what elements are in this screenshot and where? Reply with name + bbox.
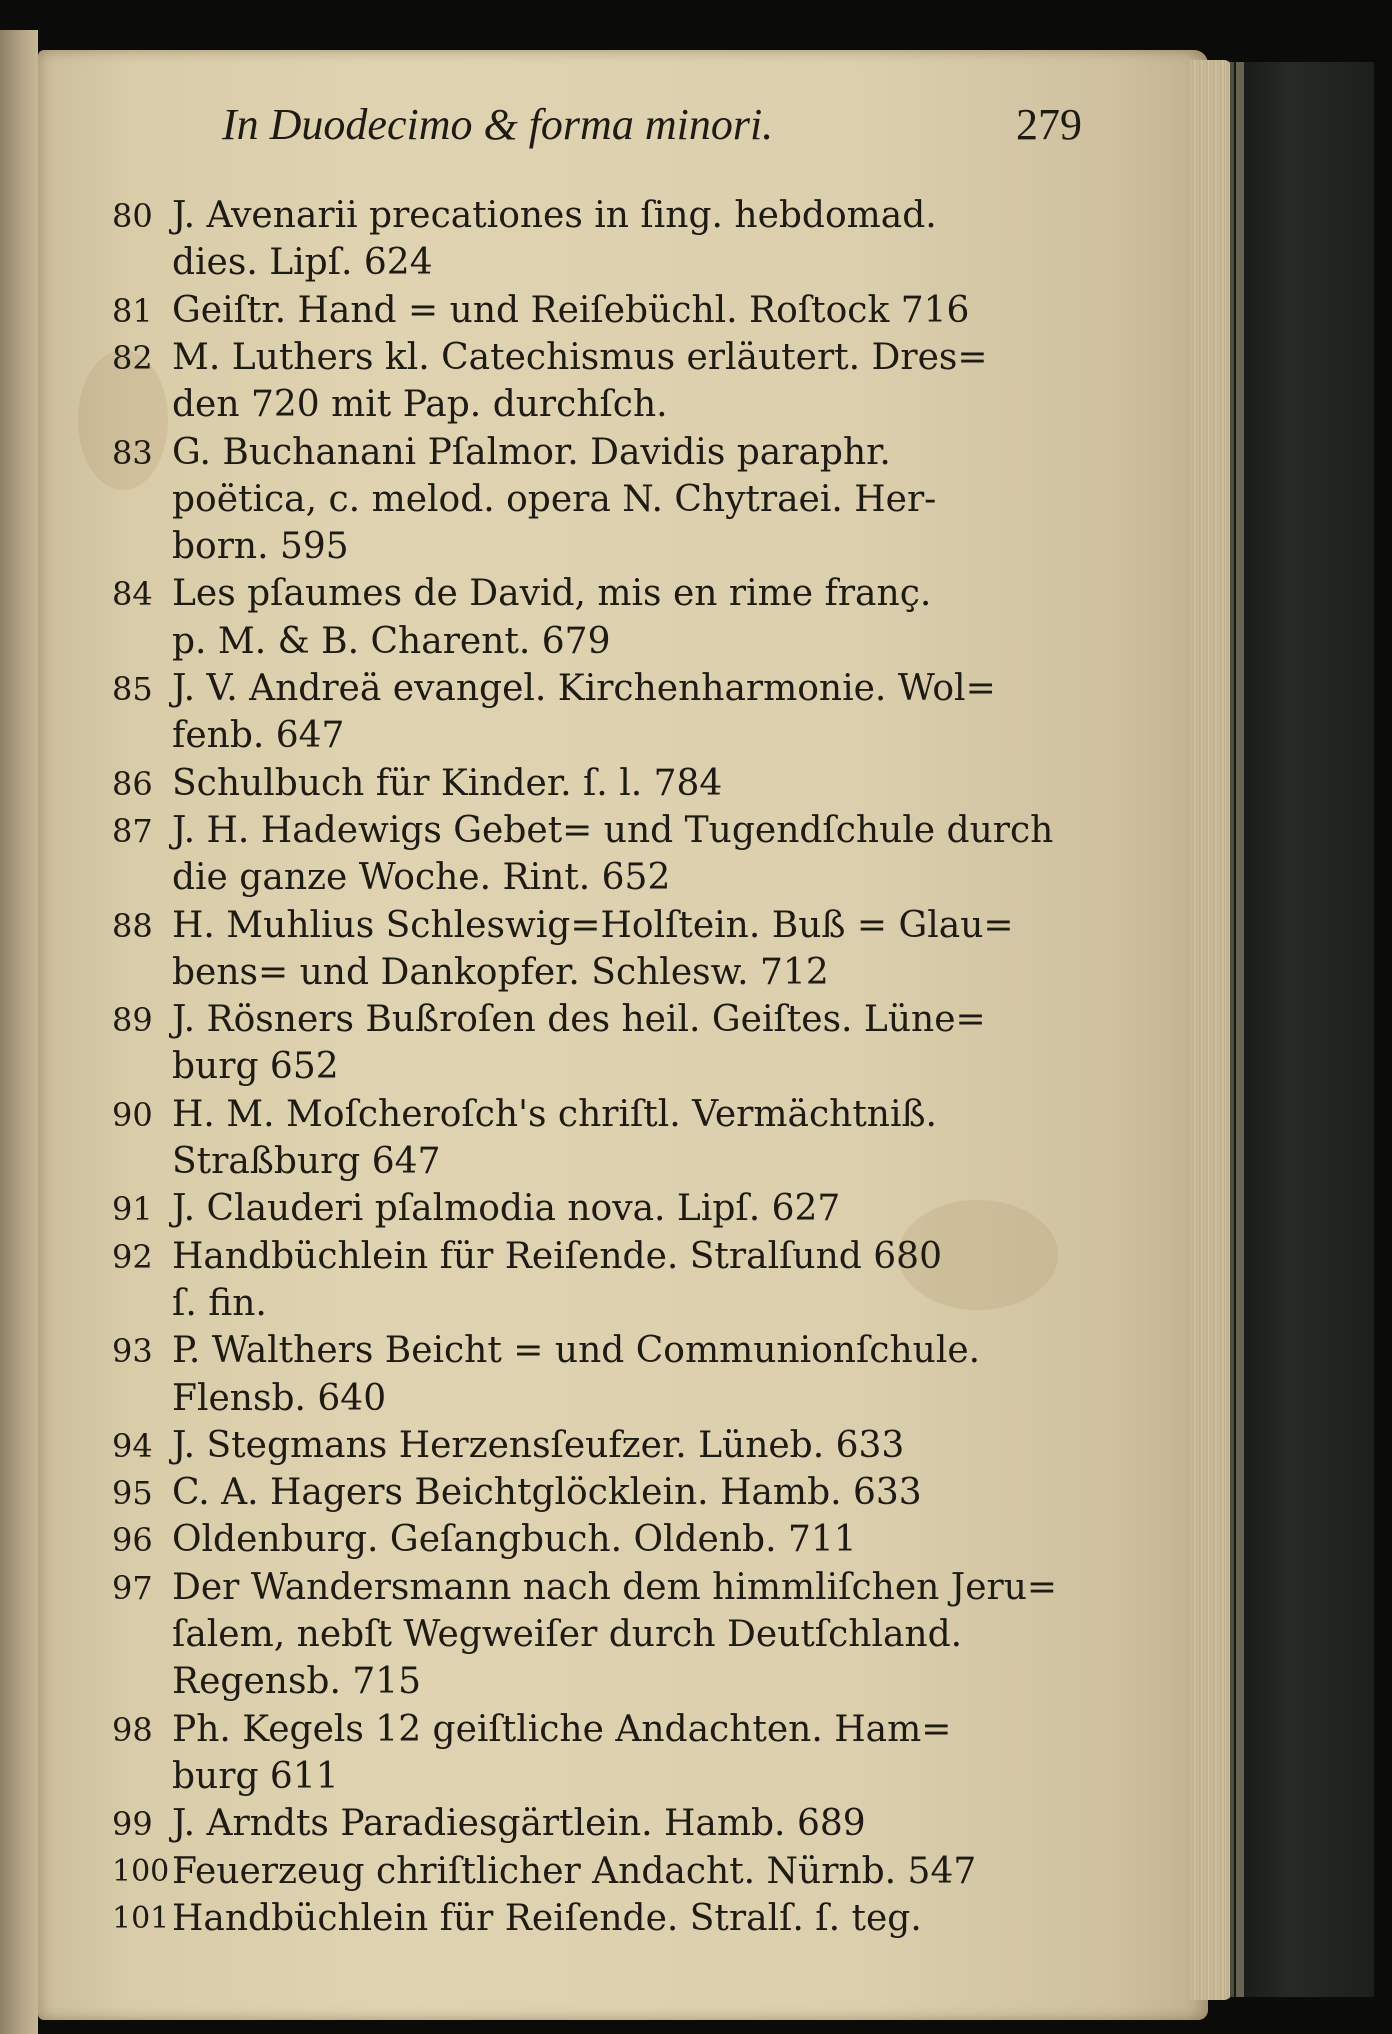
entry-number: 90	[112, 1095, 153, 1134]
entry-text: J. Rösners Bußroſen des heil. Geiſtes. Lüne=	[172, 999, 986, 1041]
entry-number: 91	[112, 1190, 153, 1229]
entry-text: Der Wandersmann nach dem himmliſchen Jeru=	[172, 1566, 1058, 1608]
previous-page-edge	[0, 30, 38, 2034]
entry-number: 82	[112, 338, 153, 377]
entry-number: 84	[112, 575, 153, 614]
entry-text: Straßburg 647	[172, 1141, 441, 1182]
entry-number: 95	[112, 1474, 153, 1513]
entry-text: ſ. fin.	[172, 1282, 267, 1324]
entry-number: 100	[112, 1853, 170, 1889]
entry-text: dies. Lipſ. 624	[172, 242, 433, 284]
entry-text: J. H. Hadewigs Gebet= und Tugendſchule durch	[172, 809, 1054, 851]
entry-number: 101	[112, 1900, 170, 1936]
entry-number: 81	[112, 291, 153, 330]
entry-number: 86	[112, 764, 153, 803]
entry-text: p. M. & B. Charent. 679	[172, 620, 611, 662]
entry-number: 85	[112, 670, 153, 708]
entry-number: 97	[112, 1568, 153, 1607]
entry-text: burg 611	[172, 1755, 339, 1797]
entry-text: ſalem, nebſt Wegweiſer durch Deutſchland.	[172, 1614, 963, 1655]
entry-number: 89	[112, 1001, 153, 1040]
entry-text: J. Clauderi pſalmodia nova. Lipſ. 627	[172, 1188, 841, 1230]
entry-number: 94	[112, 1426, 153, 1465]
entry-text: Schulbuch für Kinder. ſ. l. 784	[172, 762, 723, 804]
entry-text: J. Avenarii precationes in ſing. hebdomad.	[172, 195, 937, 236]
entry-number: 99	[112, 1805, 153, 1844]
entry-text: Geiſtr. Hand = und Reiſebüchl. Roſtock 716	[172, 289, 970, 331]
entry-number: 98	[112, 1710, 153, 1749]
entry-text: C. A. Hagers Beichtglöcklein. Hamb. 633	[172, 1472, 922, 1514]
entry-text: Les pſaumes de David, mis en rime franç.	[172, 573, 932, 615]
entry-text: Oldenburg. Geſangbuch. Oldenb. 711	[172, 1519, 857, 1561]
entry-number: 80	[112, 197, 153, 235]
entry-text: Regensb. 715	[172, 1661, 422, 1703]
entry-text: Flensb. 640	[172, 1377, 387, 1419]
entry-number: 93	[112, 1332, 153, 1371]
entry-text: J. V. Andreä evangel. Kirchenharmonie. Wol=	[172, 668, 996, 709]
entry-number: 87	[112, 811, 153, 850]
entry-text: M. Luthers kl. Catechismus erläutert. Dres=	[172, 336, 988, 378]
entry-text: Feuerzeug chriſtlicher Andacht. Nürnb. 547	[172, 1850, 977, 1892]
entry-text: J. Arndts Paradiesgärtlein. Hamb. 689	[172, 1803, 866, 1845]
entry-text: born. 595	[172, 526, 349, 568]
page-edges	[1190, 60, 1232, 2000]
entry-text: poëtica, c. melod. opera N. Chytraei. Her-	[172, 478, 937, 520]
running-header	[222, 90, 1082, 160]
entry-number: 88	[112, 906, 153, 945]
page-number: 279	[1016, 100, 1082, 149]
entry-text: fenb. 647	[172, 715, 345, 757]
entry-text: Ph. Kegels 12 geiſtliche Andachten. Ham=	[172, 1708, 952, 1750]
book-cover	[1230, 62, 1374, 1997]
cover-edge	[1236, 62, 1244, 1997]
entry-text: die ganze Woche. Rint. 652	[172, 857, 671, 899]
entry-number: 96	[112, 1521, 153, 1560]
entry-number: 92	[112, 1237, 153, 1276]
entry-text: Handbüchlein für Reiſende. Stralſ. ſ. teg.	[172, 1897, 922, 1939]
entry-text: Handbüchlein für Reiſende. Stralſund 680	[172, 1235, 942, 1277]
header-title: In Duodecimo & forma minori.	[222, 100, 774, 149]
entry-text: G. Buchanani Pſalmor. Davidis paraphr.	[172, 431, 891, 473]
entry-number: 83	[112, 433, 153, 472]
entry-text: H. M. Moſcheroſch's chriſtl. Vermächtniß.	[172, 1093, 937, 1135]
entry-text: J. Stegmans Herzensſeufzer. Lüneb. 633	[172, 1424, 905, 1466]
entry-text: den 720 mit Pap. durchſch.	[172, 384, 668, 426]
entry-text: H. Muhlius Schleswig=Holſtein. Buß = Glau=	[172, 904, 1014, 946]
entry-text: bens= und Dankopfer. Schlesw. 712	[172, 951, 829, 993]
entry-text: P. Walthers Beicht = und Communionſchule.	[172, 1330, 981, 1372]
entry-text: burg 652	[172, 1046, 339, 1088]
